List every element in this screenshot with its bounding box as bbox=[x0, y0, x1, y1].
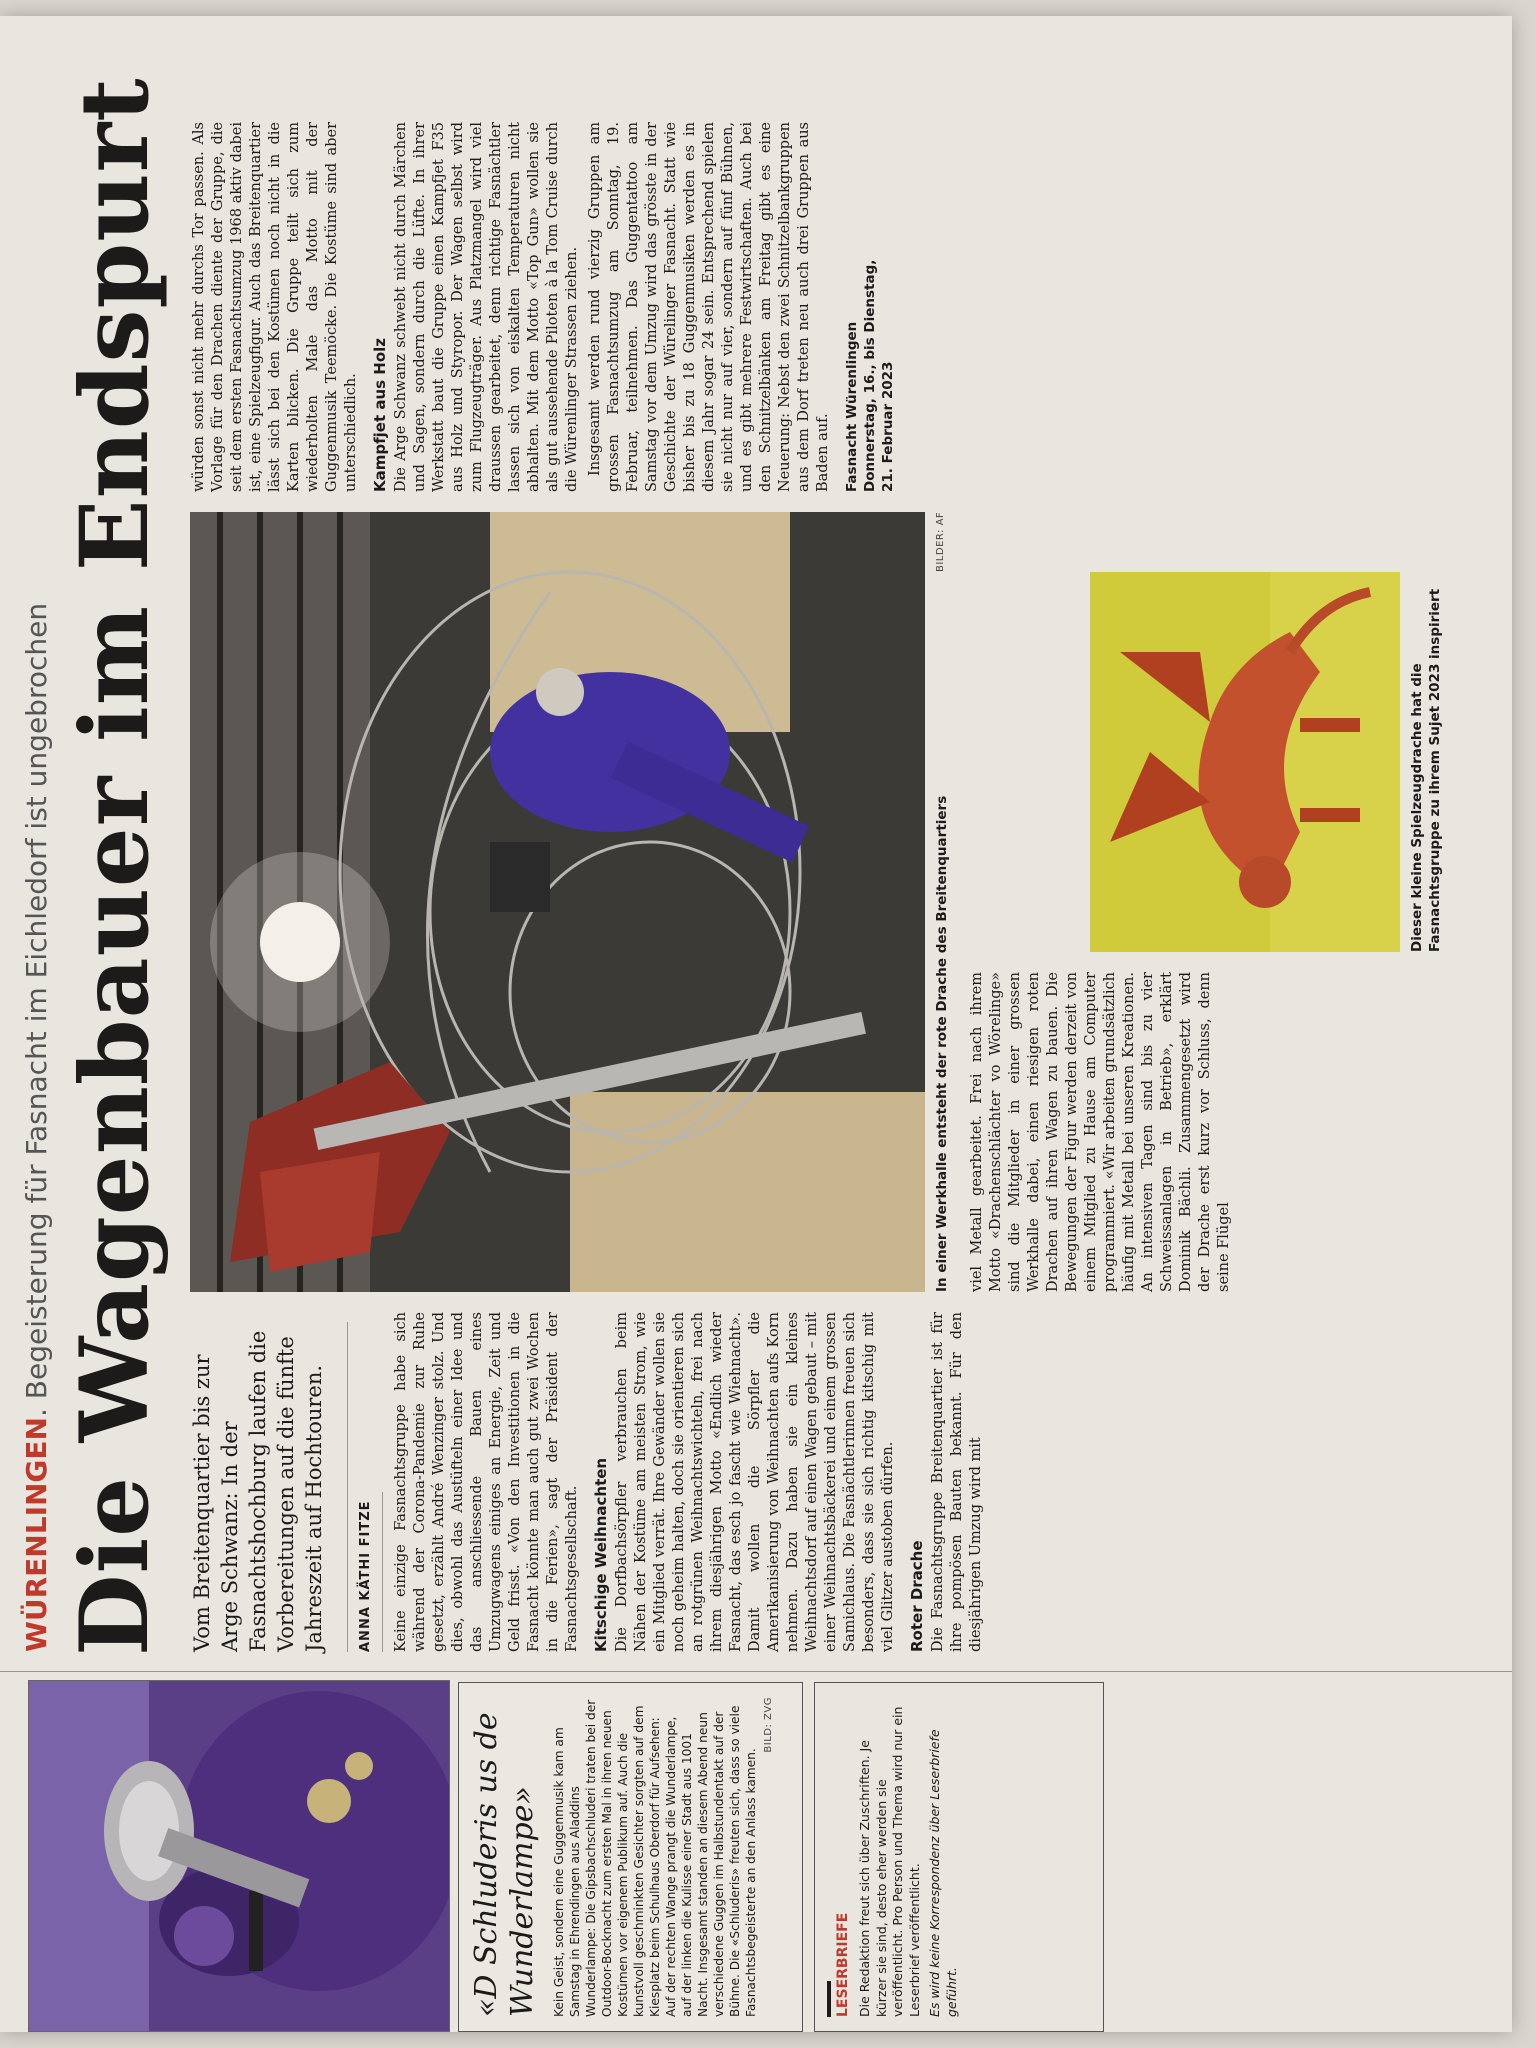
gutter-headline: «D Schluderis us de Wunderlampe» bbox=[469, 1712, 540, 2017]
col1-paragraph-2: Die Dorfbachsörpfler verbrauchen beim Nähen der Kostüme am meisten Strom, wie ein Mitglied verrät. Ihre Gewänder wollen sie noch geheim halten, doch sie orientieren sich an rotgrünen Weihnachtswichteln, frei nach ihrem diesjährigen Motto «Endlich wieder Fasnacht, das esch jo fascht wie Wiehnacht». Damit wollen die Sörpfler die Amerikanisierung von Weihnachten aufs Korn nehmen. Dazu haben sie ein kleines Weihnachtsdorf auf einen Wagen gebaut – mit einer Weihnachtsbäckerei und einem grossen Samichlaus. Die Fasnächtlerinnen freuen sich besonders, dass sie sich richtig kitschig mit viel Glitzer austoben dürfen. bbox=[614, 1312, 896, 1652]
col3-subhead-1: Kampfjet aus Holz bbox=[371, 337, 389, 492]
col2-paragraph-1: viel Metall gearbeitet. Frei nach ihrem Motto «Drachenschlächter vo Wörelinge» sind die Mitglieder in einer grossen Werkhalle dabei, einen riesigen roten Drachen auf ihren Wagen zu bauen. Die Bewegungen der Figur werden derzeit von einem Mitglied zu Hause am Computer programmiert. «Wir arbeiten grundsätzlich häufig mit Metall bei unseren Kreationen. An intensiven Tagen sind bis zu vier Schweissanlagen in Betrieb», erklärt Dominik Bächli. Zusammengesetzt wird der Drache erst kurz vor Schluss, denn seine Flügel bbox=[969, 972, 1232, 1292]
col3-paragraph-3: Insgesamt werden rund vierzig Gruppen am grossen Fasnachtsumzug am Sonntag, 19. Februar, teilnehmen. Das Guggentattoo am Samstag vor dem Umzug wird das grösste in der Geschichte der Würelinger Fasnacht. Statt wie bisher bis zu 18 Guggenmusiken werden es in diesem Jahr sogar 24 sein. Entsprechend spielen sie nicht nur auf vier, sondern auf fünf Bühnen, und es gibt mehrere Festwirtschaften. Auch bei den Schnitzelbänken am Freitag gibt es eine Neuerung: Nebst den zwei Schnitzelbankgruppen aus dem Dorf treten neu auch drei Gruppen aus Baden auf. bbox=[587, 122, 831, 492]
col1-subhead-1: Kitschige Weihnachten bbox=[592, 1457, 610, 1652]
main-photo-credit: BILDER: AF bbox=[935, 511, 946, 572]
gutter-text: Kein Geist, sondern eine Guggenmusik kam am Samstag in Ehrendingen aus Aladdins Wunderlampe: Die Gipsbachschluderi traten bei der Outdoor-Bocknacht zum ersten Mal in ihren neuen Kostümen vor eigenem Publikum auf. Auch die kunstvoll geschminkten Gesichter sorgten auf dem Kiesplatz beim Schulhaus Oberdorf für Aufsehen: Auf der rechten Wange prangt die Wunderlampe, auf der linken die Kulisse einer Stadt aus 1001 Nacht. Insgesamt standen an diesem Abend neun verschiedene Guggen im Halbstundentakt auf der Bühne. Die «Schluderis» freuten sich, dass so viele Fasnachtsbegeisterte an den Anlass kamen. bbox=[552, 1699, 758, 2017]
workshop-dragon-photo bbox=[190, 512, 925, 1292]
col3-paragraph-2: Die Arge Schwanz schwebt nicht durch Märchen und Sagen, sondern durch die Lüfte. In ihrer Werkstatt baut die Gruppe einen Kampfjet F35 aus Holz und Styropor. Der Wagen selbst wird zum Flugzeugträger. Aus Platzmangel wird viel draussen gearbeitet, denn richtige Fasnächtler lassen sich von eiskalten Temperaturen nicht abhalten. Mit dem Motto «Top Gun» wollen sie als gut aussehende Piloten à la Tom Cruise durch die Würenlinger Strassen ziehen. bbox=[393, 122, 580, 492]
leserbriefe-box bbox=[814, 1682, 1104, 2032]
article-headline: Die Wagenbauer im Endspurt bbox=[60, 77, 170, 1656]
col1-subhead-2: Roter Drache bbox=[908, 1540, 926, 1652]
column-divider bbox=[0, 1671, 1512, 1672]
article-lead: Vom Breitenquartier bis zur Arge Schwanz: In der Fasnachtshochburg laufen die Vorbereitungen auf die fünfte Jahreszeit auf Hochtouren. bbox=[190, 1330, 326, 1652]
newspaper-page bbox=[0, 16, 1512, 2032]
kicker-text: . Begeisterung für Fasnacht im Eichledorf ist ungebrochen bbox=[20, 602, 53, 1418]
info-title: Fasnacht Würenlingen bbox=[844, 321, 860, 492]
leserbriefe-title: LESERBRIEFE bbox=[835, 1912, 851, 2017]
guggen-trumpeter-photo bbox=[28, 1680, 450, 2032]
leserbriefe-rule bbox=[827, 1981, 831, 2017]
workshop-illustration bbox=[190, 512, 925, 1292]
article-column-3 bbox=[190, 122, 897, 492]
article-kicker bbox=[20, 52, 53, 1652]
article-column-2 bbox=[968, 972, 1238, 1292]
col1-paragraph-3: Die Fasnachtsgruppe Breitenquartier ist für ihre pompösen Bauten bekannt. Für den diesjährigen Umzug wird mit bbox=[930, 1312, 984, 1652]
gutter-story bbox=[458, 1682, 803, 2032]
lead-rule bbox=[347, 1322, 348, 1652]
toy-dragon-caption: Dieser kleine Spielzeugdrache hat die Fasnachtsgruppe zu ihrem Sujet 2023 inspiriert bbox=[1409, 588, 1443, 952]
toy-dragon-photo bbox=[1090, 572, 1400, 952]
col3-paragraph-1: würden sonst nicht mehr durchs Tor passen. Als Vorlage für den Drachen diente der Gruppe, die seit dem ersten Fasnachtsumzug 1968 aktiv dabei ist, eine Spielzeugfigur. Auch das Breitenquartier lässt sich bei den Kostümen noch nicht in die Karten blicken. Die Gruppe teilt sich zum wiederholten Male das Motto mit der Guggenmusik Teemöcke. Die Kostüme sind aber unterschiedlich. bbox=[191, 122, 359, 492]
info-box bbox=[843, 122, 897, 492]
article-column-1 bbox=[392, 1312, 990, 1652]
gutter-credit: BILD: ZVG bbox=[763, 1697, 774, 1753]
leserbriefe-text-1: Die Redaktion freut sich über Zuschriften. Je kürzer sie sind, desto eher werden sie veröffentlicht. Pro Person und Thema wird nur ein Leserbrief veröffentlicht. bbox=[857, 1706, 922, 2017]
info-dates: Donnerstag, 16., bis Dienstag, 21. Februar 2023 bbox=[862, 259, 896, 492]
col1-paragraph-1: Keine einzige Fasnachtsgruppe habe sich während der Corona-Pandemie zur Ruhe gesetzt, erzählt André Wenzinger stolz. Und dies, obwohl das Austüfteln einer Idee und das anschliessende Bauen eines Umzugwagens einiges an Energie, Zeit und Geld frisst. «Von den Investitionen in die Fasnacht könnte man auch gut zwei Wochen in die Ferien», sagt der Präsident der Fasnachtsgesellschaft. bbox=[393, 1312, 580, 1652]
leserbriefe-text-2: Es wird keine Korrespondenz über Leserbriefe geführt. bbox=[927, 1729, 959, 2017]
article-byline: ANNA KÄTHI FITZE bbox=[358, 1500, 373, 1652]
toy-dragon-illustration bbox=[1090, 572, 1400, 952]
kicker-place: WÜRENLINGEN bbox=[20, 1417, 53, 1652]
byline-rule bbox=[382, 1492, 383, 1652]
trumpeter-illustration bbox=[29, 1681, 449, 2031]
main-photo-caption: In einer Werkhalle entsteht der rote Drache des Breitenquartiers bbox=[934, 795, 950, 1292]
